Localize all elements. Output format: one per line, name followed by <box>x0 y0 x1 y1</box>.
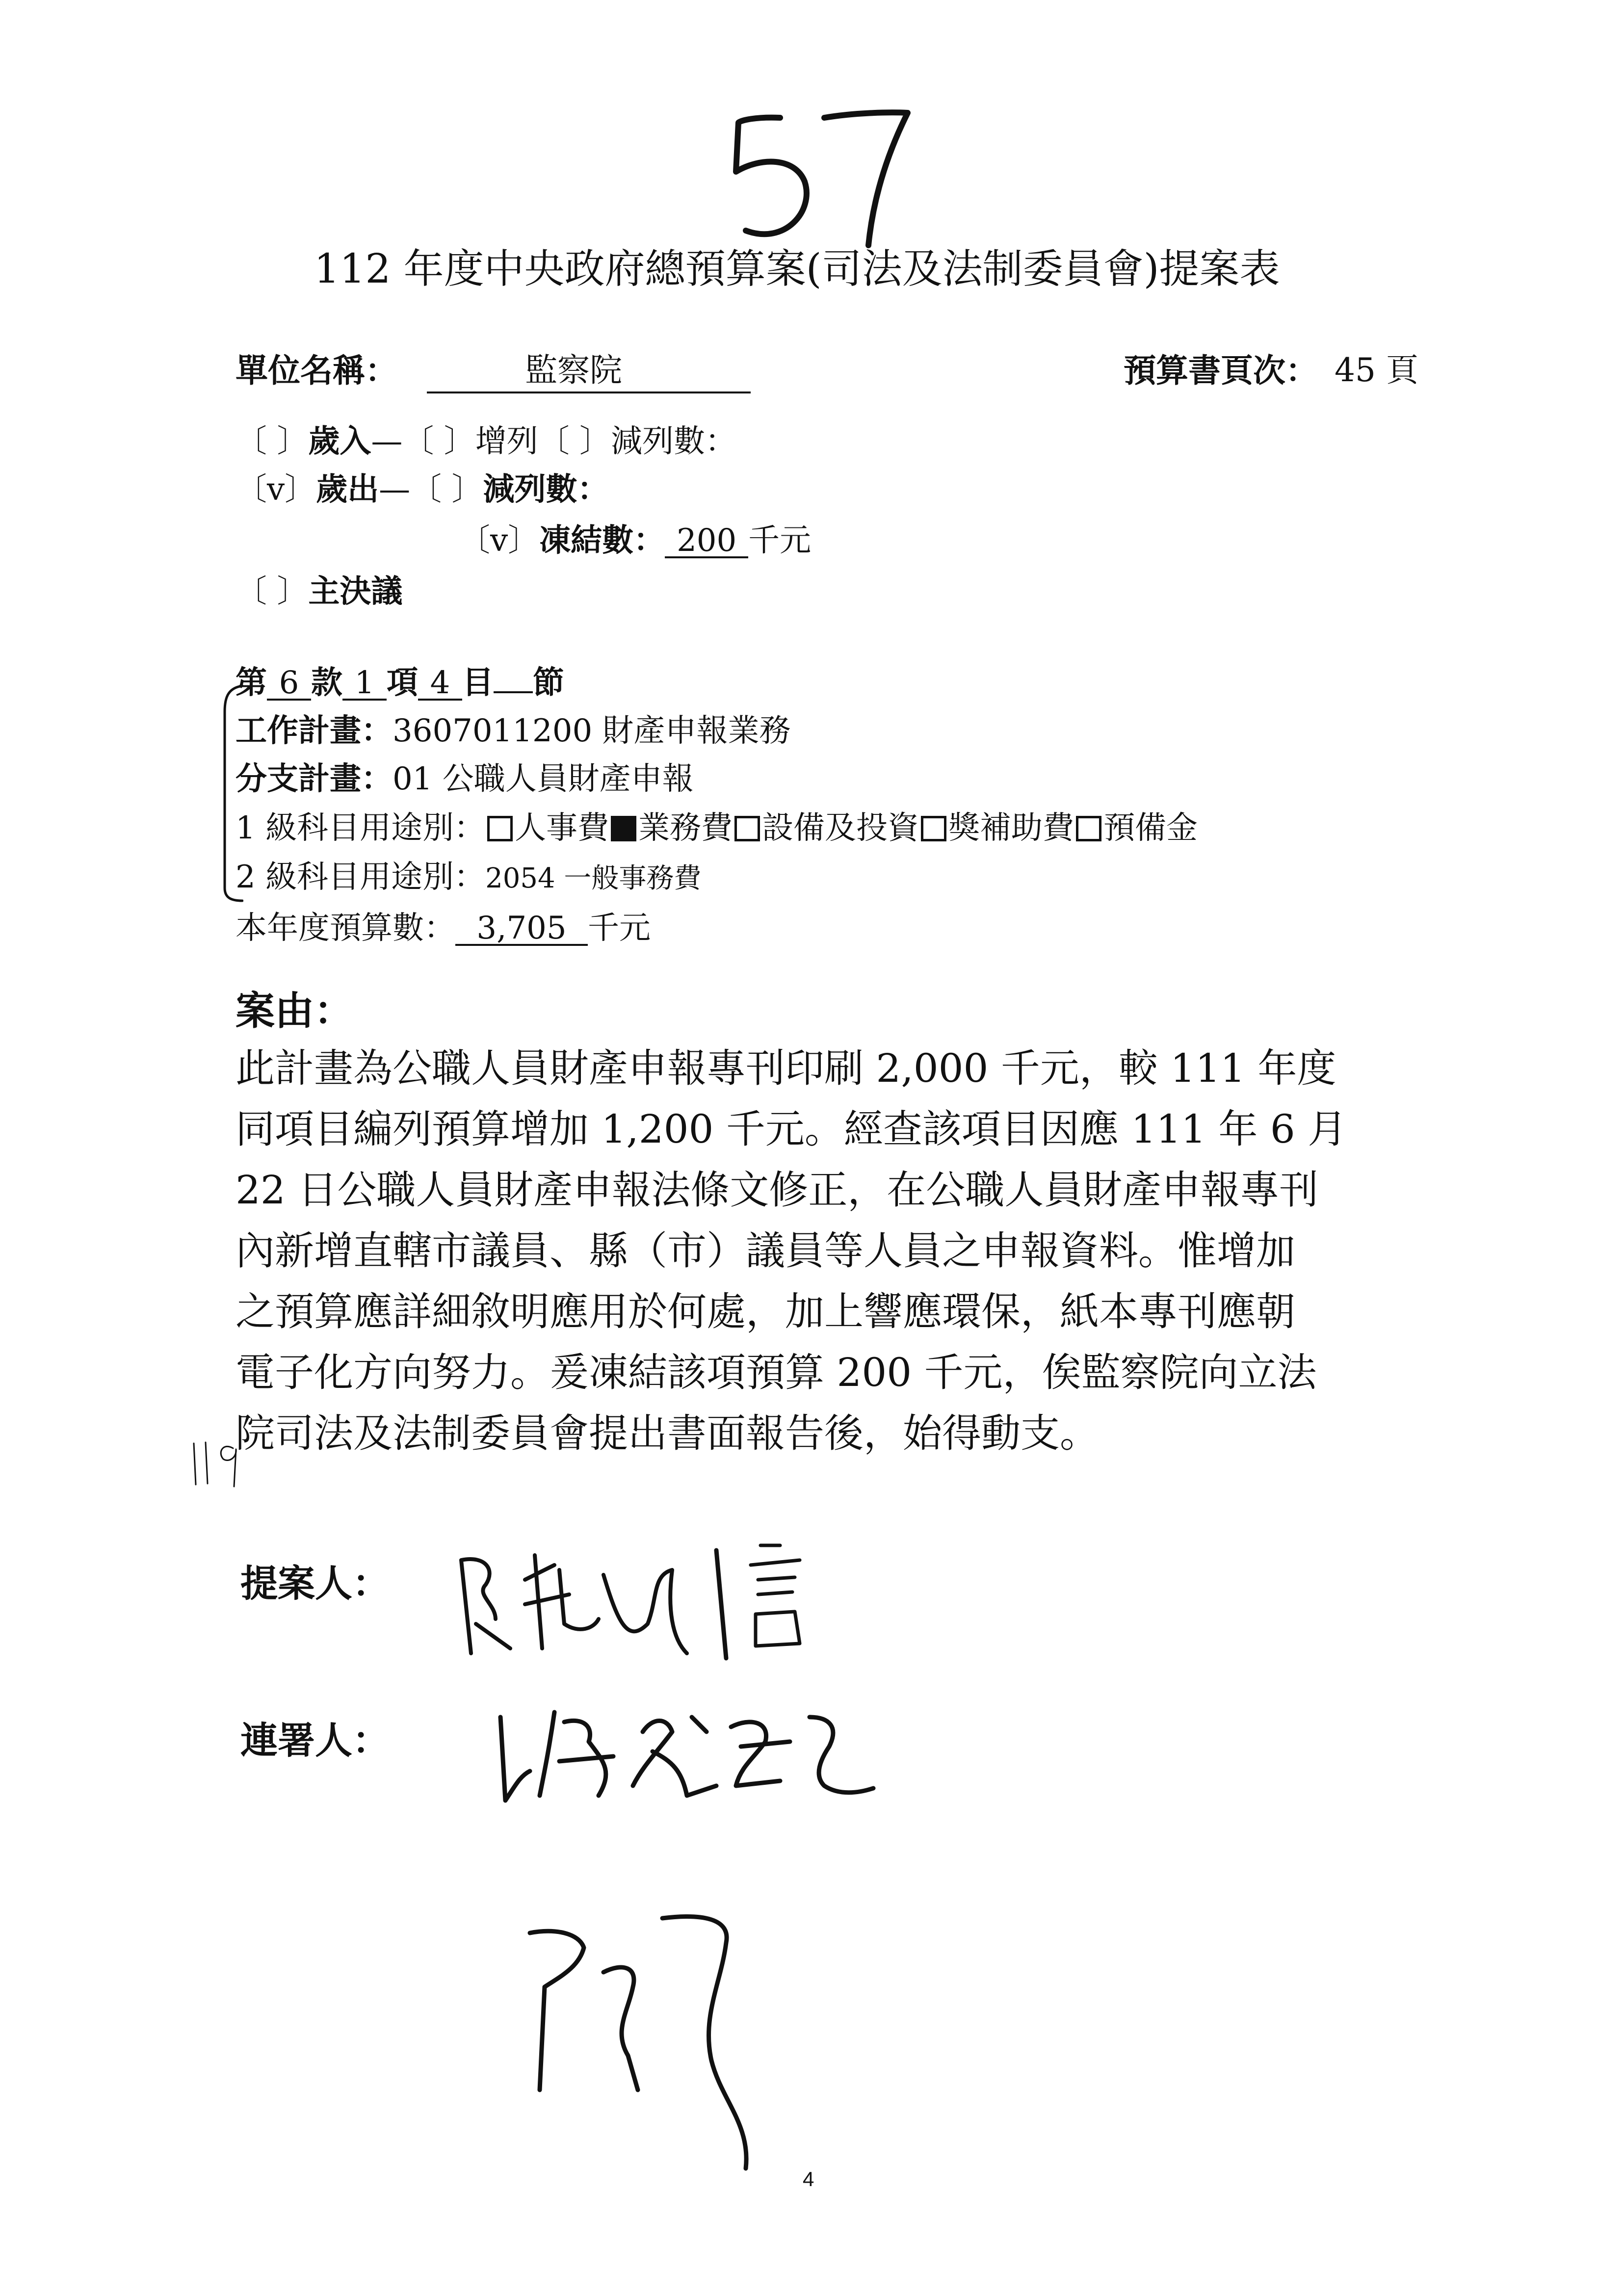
checkbox-3 <box>921 816 946 841</box>
expenditure-label: 歲出 <box>316 471 379 508</box>
kuan-label: 款 <box>311 664 342 701</box>
checkbox-2 <box>734 816 760 841</box>
expenditure-mark: 〔v〕 <box>236 471 316 508</box>
mu-value: 4 <box>418 667 462 701</box>
cosigner-label: 連署人： <box>240 1719 390 1762</box>
revenue-increase-label: 增列 <box>475 423 538 460</box>
checkbox-label-0: 人事費 <box>515 810 609 846</box>
level2-value: 2054 一般事務費 <box>485 862 702 894</box>
expenditure-decrease-label: 減列數： <box>483 471 609 508</box>
freeze-mark: 〔v〕 <box>459 522 540 559</box>
freeze-unit: 千元 <box>748 522 812 559</box>
budget-row <box>236 910 651 946</box>
revenue-decrease-mark: 〔 〕 <box>538 423 611 460</box>
work-plan-value: 3607011200 財產申報業務 <box>393 713 791 749</box>
page-title: 112 年度中央政府總預算案(司法及法制委員會)提案表 <box>314 246 1280 292</box>
reason-label: 案由： <box>236 988 353 1034</box>
handwritten-number <box>726 98 932 255</box>
budget-unit: 千元 <box>588 910 651 946</box>
page-ref-label: 預算書頁次： <box>1124 351 1318 390</box>
checkbox-label-1: 業務費 <box>638 810 733 846</box>
reason-line: 院司法及法制委員會提出書面報告後，始得動支。 <box>236 1410 1099 1456</box>
branch-plan <box>236 760 694 797</box>
kuan-prefix: 第 <box>236 664 267 701</box>
level1-label: 1 級科目用途別： <box>236 810 486 846</box>
main-resolution-label: 主決議 <box>308 573 403 610</box>
section-line <box>236 664 564 701</box>
checkbox-1 <box>611 816 636 841</box>
option-expenditure <box>236 471 609 508</box>
budget-value: 3,705 <box>455 913 588 946</box>
page-ref-value: 45 頁 <box>1335 351 1418 389</box>
budget-label: 本年度預算數： <box>236 910 455 946</box>
proposer-signature <box>442 1526 864 1673</box>
expenditure-decrease-mark: 〔 〕 <box>410 471 483 508</box>
level1-items <box>485 810 1198 846</box>
proposer-label: 提案人： <box>240 1562 390 1605</box>
reason-line: 此計畫為公職人員財產申報專刊印刷 2,000 千元，較 111 年度 <box>236 1045 1336 1091</box>
checkbox-label-2: 設備及投資 <box>762 810 919 846</box>
checkbox-label-4: 預備金 <box>1103 810 1198 846</box>
work-plan <box>236 712 791 749</box>
cosigner-signature-1 <box>486 1688 888 1815</box>
revenue-dash: — <box>371 423 403 460</box>
branch-plan-label: 分支計畫： <box>236 760 393 797</box>
mu-label: 目 <box>462 664 494 701</box>
work-plan-label: 工作計畫： <box>236 712 393 749</box>
freeze-label: 凍結數： <box>539 522 665 559</box>
jie-label: 節 <box>533 664 564 701</box>
level2-row <box>236 861 701 893</box>
xiang-label: 項 <box>387 664 418 701</box>
page-number: 4 <box>803 2167 814 2191</box>
level1-row <box>236 812 1198 844</box>
margin-note <box>189 1437 248 1491</box>
revenue-mark: 〔 〕 <box>236 423 309 460</box>
option-freeze <box>459 522 812 559</box>
level2-label: 2 級科目用途別： <box>236 859 486 895</box>
branch-plan-value: 01 公職人員財產申報 <box>393 761 694 797</box>
cosigner-signature-2 <box>515 1904 790 2178</box>
checkbox-4 <box>1076 816 1101 841</box>
xiang-value: 1 <box>342 667 387 701</box>
revenue-decrease-label: 減列數： <box>611 423 737 460</box>
reason-line: 同項目編列預算增加 1,200 千元。經查該項目因應 111 年 6 月 <box>236 1106 1347 1152</box>
checkbox-label-3: 獎補助費 <box>948 810 1074 846</box>
reason-line: 之預算應詳細敘明應用於何處，加上響應環保，紙本專刊應朝 <box>236 1289 1295 1334</box>
unit-label: 單位名稱： <box>236 351 397 390</box>
reason-line: 內新增直轄市議員、縣（市）議員等人員之申報資料。惟增加 <box>236 1228 1295 1274</box>
unit-value-text: 監察院 <box>525 351 622 389</box>
revenue-label: 歲入 <box>308 423 371 460</box>
unit-value <box>427 351 751 393</box>
reason-line: 22 日公職人員財產申報法條文修正，在公職人員財產申報專刊 <box>236 1167 1319 1213</box>
kuan-value: 6 <box>267 667 311 701</box>
revenue-increase-mark: 〔 〕 <box>402 423 475 460</box>
option-revenue <box>236 423 737 460</box>
option-main-resolution <box>236 573 403 610</box>
reason-line: 電子化方向努力。爰凍結該項預算 200 千元，俟監察院向立法 <box>236 1350 1317 1395</box>
checkbox-0 <box>487 816 513 841</box>
expenditure-dash: — <box>379 471 411 508</box>
main-resolution-mark: 〔 〕 <box>236 574 309 610</box>
freeze-value: 200 <box>665 525 748 558</box>
jie-value <box>494 691 533 693</box>
